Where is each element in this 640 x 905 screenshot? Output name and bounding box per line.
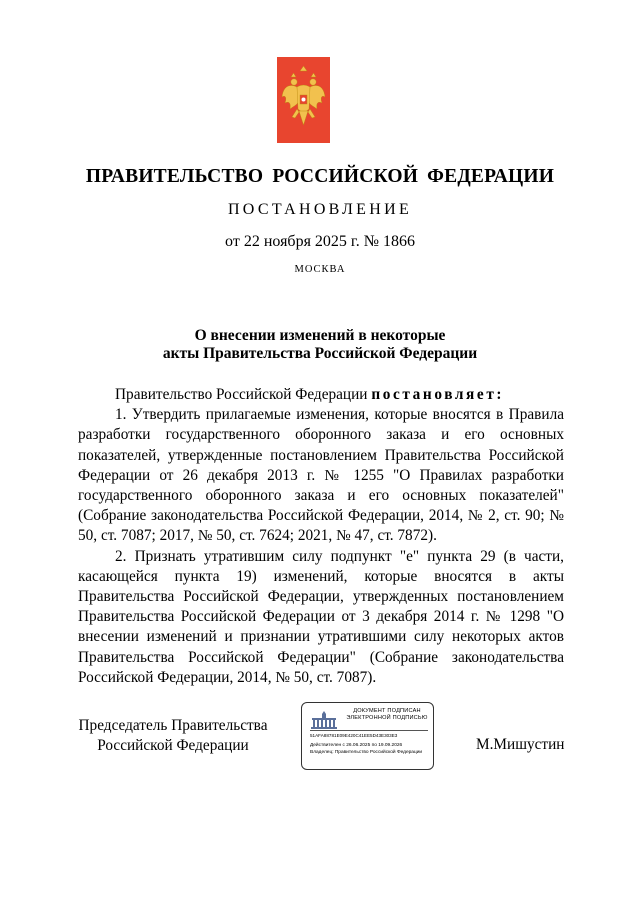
- stamp-validity: Действителен с 26.06.2025 по 19.09.2026: [310, 743, 403, 748]
- decree-word: постановляет:: [371, 386, 505, 403]
- document-date-number: от 22 ноября 2025 г. № 1866: [225, 233, 415, 250]
- stamp-divider: [310, 730, 428, 731]
- stamp-heading-line-2: ЭЛЕКТРОННОЙ ПОДПИСЬЮ: [346, 715, 428, 721]
- document-type: ПОСТАНОВЛЕНИЕ: [227, 201, 413, 218]
- signer-position-line-1: Председатель Правительства: [78, 717, 268, 734]
- signer-position: [78, 716, 268, 756]
- government-title: ПРАВИТЕЛЬСТВО РОССИЙСКОЙ ФЕДЕРАЦИИ: [85, 166, 555, 187]
- subject-line-2: акты Правительства Российской Федерации: [162, 345, 478, 362]
- signer-position-line-2: Российской Федерации: [97, 737, 249, 754]
- paragraph-1: 1. Утвердить прилагаемые изменения, которые вносятся в Правила разработки государственного оборонного заказа и его основных показателей, утвержденные постановлением Правительства Российской Федерации от 26 декабря 2013 г. № 1255 "О Правилах разработки государственного оборонного заказа и его основных показателей" (Собрание законодательства Российской Федерации, 2014, № 2, ст. 90; № 50, ст. 7087; 2017, № 50, ст. 7624; 2021, № 47, ст. 7872).: [78, 406, 564, 545]
- intro-paragraph: [78, 385, 564, 405]
- document-city: МОСКВА: [294, 264, 346, 275]
- paragraph-2: 2. Признать утратившим силу подпункт "е" пункта 29 (в части, касающейся пункта 19) изменений, которые вносятся в акты Правительства Российской Федерации, утвержденных постановлением Правительства Российской Федерации от 3 декабря 2014 г. № 1298 "О внесении изменений и признании утратившими силу некоторых актов Правительства Российской Федерации" (Собрание законодательства Российской Федерации, 2014, № 50, ст. 7087).: [78, 547, 564, 686]
- coat-of-arms-emblem: [277, 57, 330, 143]
- intro-text: Правительство Российской Федерации: [115, 386, 368, 403]
- subject-line-1: О внесении изменений в некоторые: [194, 327, 446, 344]
- stamp-heading: [342, 708, 432, 722]
- signer-name: М.Мишустин: [476, 736, 565, 753]
- stamp-heading-line-1: ДОКУМЕНТ ПОДПИСАН: [353, 708, 421, 714]
- document-subject: [0, 327, 640, 363]
- document-body: [78, 385, 564, 688]
- stamp-serial-number: 51AFA88781E09E420C41EE5D43E303E3: [310, 733, 398, 738]
- double-headed-eagle-icon: [277, 57, 330, 143]
- government-building-icon: [308, 709, 340, 731]
- electronic-signature-stamp: [301, 702, 434, 770]
- stamp-owner: Владелец: Правительство Российской Федерации: [310, 750, 423, 755]
